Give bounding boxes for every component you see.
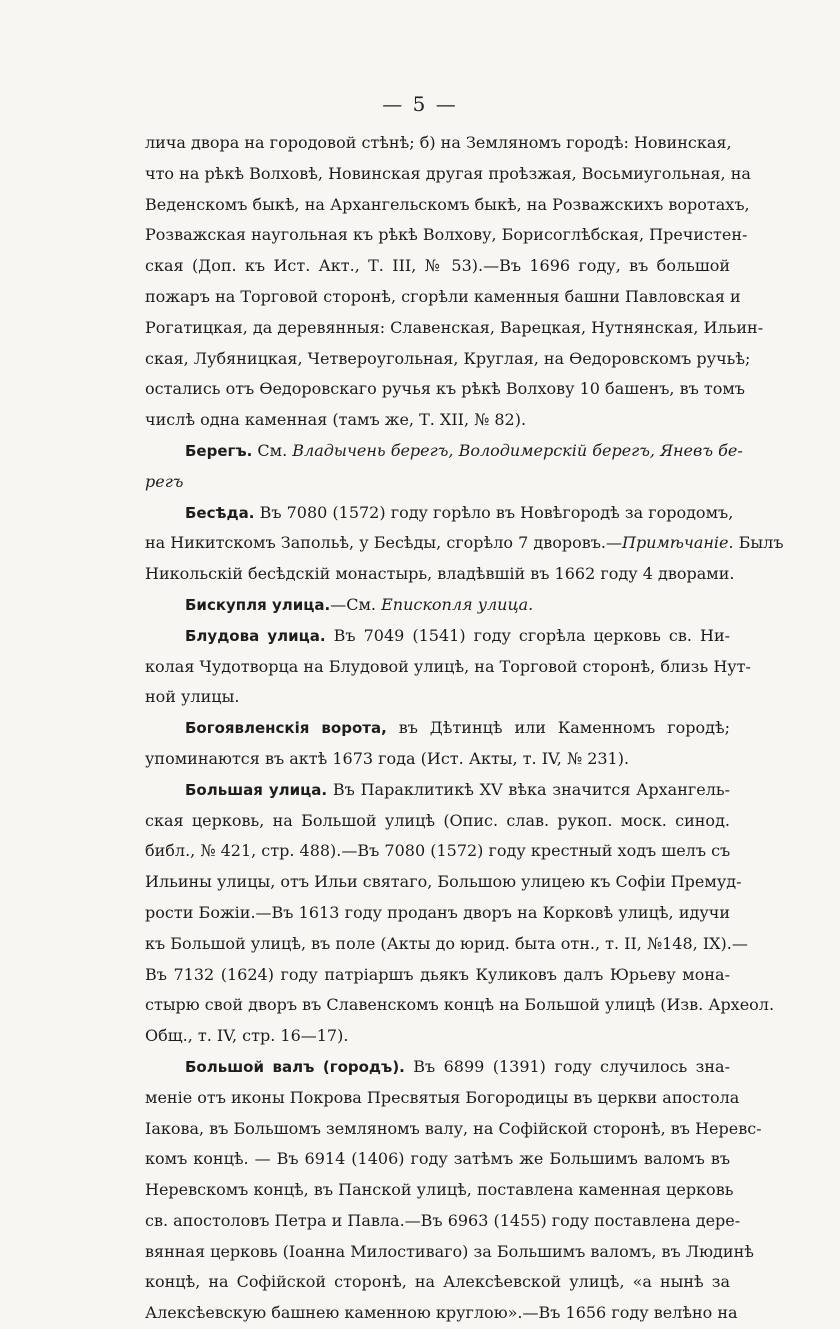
line-text: меніе отъ иконы Покрова Пресвятыя Богородицы въ церкви апостола (145, 1087, 740, 1107)
line-text: остались отъ Өедоровскаго ручья къ рѣкѣ Волхову 10 башенъ, въ томъ (145, 379, 745, 399)
entry-heading: Блудова улица. (185, 626, 326, 645)
page-number: — 5 — (382, 92, 458, 116)
text-line (145, 836, 730, 867)
text-line (145, 806, 730, 837)
cross-reference: Епископля улица. (381, 594, 534, 614)
line-text: вянная церковь (Іоанна Милостиваго) за Большимъ валомъ, въ Людинѣ (145, 1241, 754, 1261)
line-text: къ Большой улицѣ, въ поле (Акты до юрид. быта отн., т. II, №148, IX).— (145, 933, 748, 953)
text-line (145, 251, 730, 282)
text-line (145, 652, 751, 683)
line-text: ская, Лубяницкая, Четвероугольная, Круглая, на Өедоровскомъ ручьѣ; (145, 348, 751, 368)
text-line (145, 621, 730, 652)
line-text: колая Чудотворца на Блудовой улицѣ, на Торговой сторонѣ, близь Нут- (145, 656, 751, 676)
entry-heading: Большой валъ (городъ). (185, 1057, 405, 1076)
text-line (145, 1021, 730, 1052)
text-line (145, 1237, 754, 1268)
text-line (145, 898, 730, 929)
line-text: Рогатицкая, да деревянныя: Славенская, Варецкая, Нутнянская, Ильин- (145, 317, 764, 337)
line-text: ская (Доп. къ Ист. Акт., Т. III, № 53).—Въ 1696 году, въ большой (145, 256, 730, 276)
line-text: ной улицы. (145, 687, 240, 707)
cross-reference: Примѣчаніе. (621, 533, 734, 553)
line-text: Розважская наугольная къ рѣкѣ Волхову, Борисоглѣбская, Пречистен- (145, 225, 748, 245)
entry-heading: Бесѣда. (185, 503, 255, 522)
line-text: Въ 7049 (1541) году сгорѣла церковь св. Ни- (325, 625, 731, 645)
text-line (145, 682, 730, 713)
line-text: Въ 7132 (1624) году патріаршъ дьякъ Куликовъ далъ Юрьеву мона- (145, 964, 730, 984)
line-text: Въ 6899 (1391) году случилось зна- (404, 1056, 730, 1076)
text-line (145, 1267, 730, 1298)
line-text: на Никитскомъ Запольѣ, у Бесѣды, сгорѣло 7 дворовъ.— (145, 533, 622, 553)
entry-heading: Бискупля улица. (185, 595, 331, 614)
line-text: Никольскій бесѣдскій монастырь, владѣвшій въ 1662 году 4 дворами. (145, 564, 735, 584)
text-line (145, 1206, 741, 1237)
text-line (145, 990, 775, 1021)
text-line (145, 1298, 738, 1329)
line-text: св. апостоловъ Петра и Павла.—Въ 6963 (1455) году поставлена дере- (145, 1210, 741, 1230)
text-line (145, 128, 730, 159)
text-line (145, 220, 748, 251)
line-text: ская церковь, на Большой улицѣ (Опис. слав. рукоп. моск. синод. (145, 810, 730, 830)
line-text: —См. (330, 594, 382, 614)
line-text: Іакова, въ Большомъ земляномъ валу, на Софійской сторонѣ, въ Неревс- (145, 1118, 762, 1138)
text-line (145, 313, 764, 344)
text-line (145, 405, 730, 436)
text-line (145, 1052, 730, 1083)
cross-reference: Владычень берегъ, Володимерскій берегъ, Яневъ бе- (292, 440, 743, 460)
text-line (145, 498, 734, 529)
line-text: Въ 7080 (1572) году горѣло въ Новѣгородѣ за городомъ, (254, 502, 734, 522)
text-line (145, 190, 750, 221)
entry-heading: Берегъ. (185, 441, 253, 460)
text-line (145, 282, 741, 313)
line-text: комъ концѣ. — Въ 6914 (1406) году затѣмъ же Большимъ валомъ въ (145, 1149, 730, 1169)
text-line (145, 929, 748, 960)
text-line (145, 467, 730, 498)
cross-reference: регъ (145, 471, 184, 491)
line-text: пожаръ на Торговой сторонѣ, сгорѣли каменныя башни Павловская и (145, 286, 741, 306)
line-text: библ., № 421, стр. 488).—Въ 7080 (1572) году крестный ходъ шелъ съ (145, 841, 731, 861)
text-line (145, 344, 751, 375)
line-text: концѣ, на Софійской сторонѣ, на Алексѣевской улицѣ, «а нынѣ за (145, 1272, 730, 1292)
text-line (145, 590, 730, 621)
text-line (145, 960, 730, 991)
text-line (145, 775, 730, 806)
line-text: Въ Параклитикѣ XV вѣка значится Архангель- (327, 779, 731, 799)
text-line (145, 867, 742, 898)
line-text: Былъ (733, 533, 784, 553)
text-line (145, 744, 730, 775)
text-line (145, 1144, 730, 1175)
line-text: числѣ одна каменная (тамъ же, Т. XII, № 82). (145, 410, 527, 430)
text-line (145, 559, 735, 590)
entry-heading: Богоявленскія ворота, (185, 719, 387, 738)
text-line (145, 159, 751, 190)
text-line (145, 436, 743, 467)
text-line (145, 713, 730, 744)
line-text: Ильины улицы, отъ Ильи святаго, Большою улицею къ Софіи Премуд- (145, 872, 742, 892)
text-line (145, 1175, 734, 1206)
line-text: Общ., т. IV, стр. 16—17). (145, 1026, 349, 1046)
line-text: въ Дѣтинцѣ или Каменномъ городѣ; (386, 718, 730, 738)
text-line (145, 1114, 762, 1145)
line-text: лича двора на городовой стѣнѣ; б) на Земляномъ городѣ: Новинская, (145, 133, 732, 152)
entry-heading: Большая улица. (185, 780, 328, 799)
line-text: рости Божіи.—Въ 1613 году проданъ дворъ на Корковѣ улицѣ, идучи (145, 902, 730, 922)
line-text: упоминаются въ актѣ 1673 года (Ист. Акты, т. IV, № 231). (145, 748, 630, 768)
line-text: Неревскомъ концѣ, въ Панской улицѣ, поставлена каменная церковь (145, 1180, 734, 1200)
page-body (145, 128, 784, 1329)
text-line (145, 1083, 740, 1114)
line-text: См. (252, 440, 293, 460)
line-text: стырю свой дворъ въ Славенскомъ концѣ на Большой улицѣ (Изв. Археол. (145, 995, 775, 1015)
text-line (145, 528, 784, 559)
line-text: Алексѣевскую башнею каменною круглою».—Въ 1656 году велѣно на (145, 1303, 738, 1323)
text-line (145, 374, 745, 405)
line-text: Веденскомъ быкѣ, на Архангельскомъ быкѣ, на Розважскихъ воротахъ, (145, 194, 750, 214)
line-text: что на рѣкѣ Волховѣ, Новинская другая проѣзжая, Восьмиугольная, на (145, 163, 751, 183)
